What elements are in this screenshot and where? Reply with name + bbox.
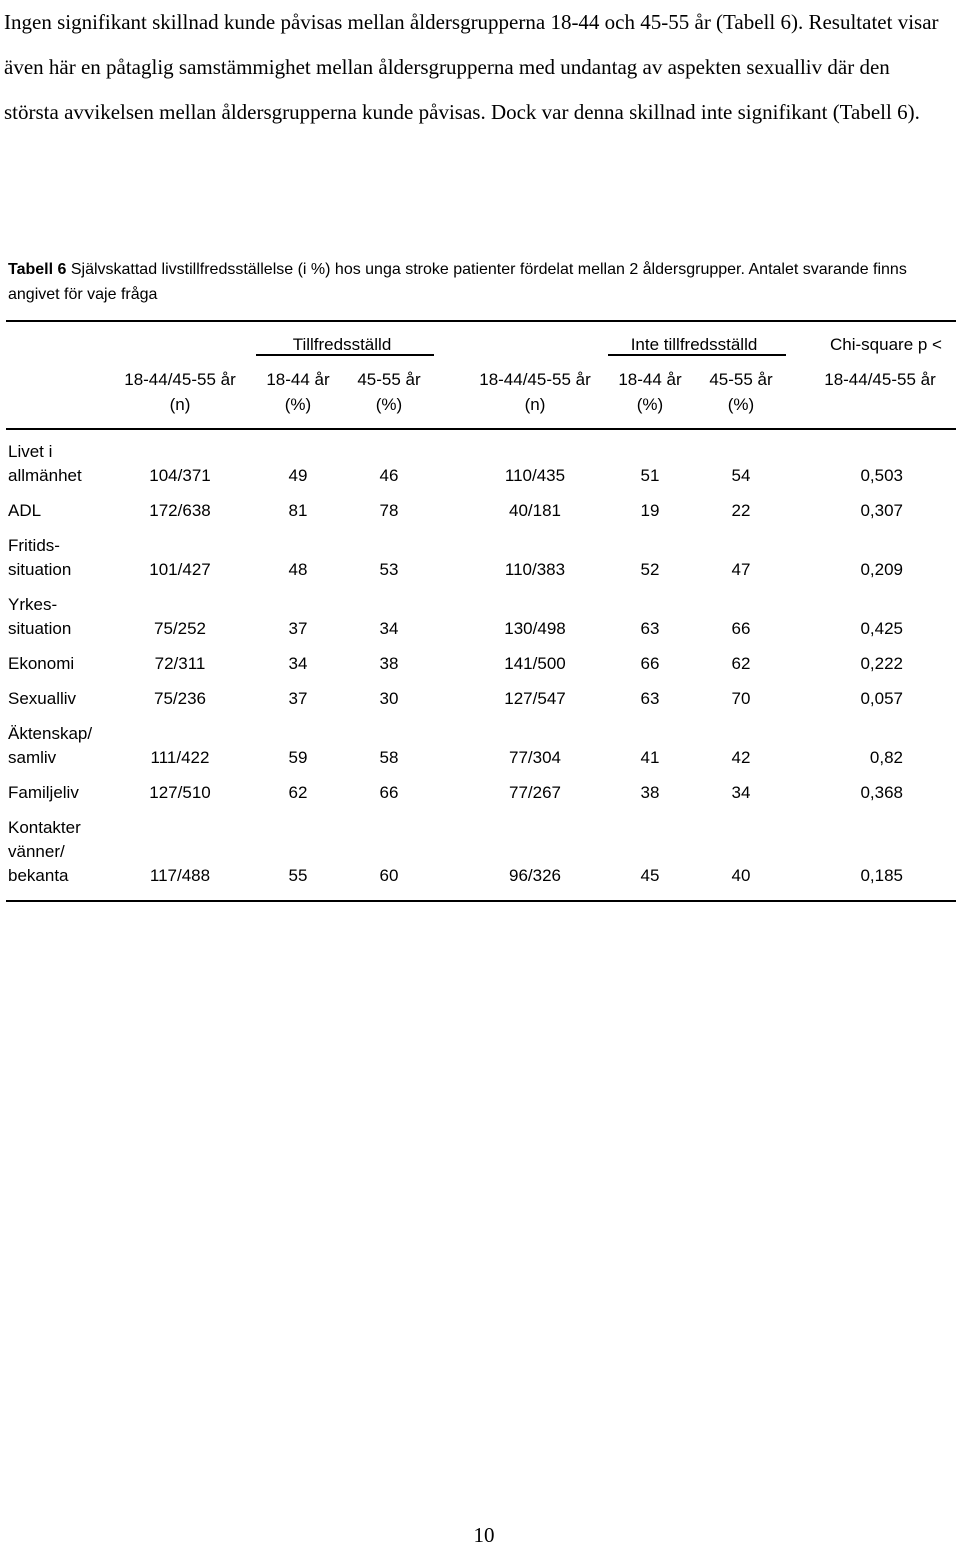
- table-cell: 75/236: [154, 689, 206, 708]
- table-cell: 53: [379, 560, 399, 579]
- table-cell: 40: [731, 866, 751, 885]
- sub-header-5-line2: (%): [636, 395, 664, 414]
- table-cell: 58: [379, 748, 399, 767]
- table-cell: 101/427: [149, 560, 211, 579]
- table-cell: 48: [288, 560, 308, 579]
- row-label: vänner/: [8, 842, 65, 861]
- sub-header-6-line2: (%): [727, 395, 755, 414]
- row-label: situation: [8, 619, 72, 638]
- sub-header-1-line2: (n): [169, 395, 191, 414]
- table-cell: 0,368: [860, 783, 903, 802]
- table-cell: 127/510: [149, 783, 211, 802]
- table-cell: 66: [731, 619, 751, 638]
- row-label: ADL: [8, 501, 42, 520]
- table-cell: 77/304: [509, 748, 561, 767]
- sub-header-3-line2: (%): [375, 395, 403, 414]
- table-cell: 0,222: [860, 654, 903, 673]
- row-label: Ekonomi: [8, 654, 75, 673]
- table-caption: [8, 257, 953, 307]
- table-cell: 0,057: [860, 689, 903, 708]
- sub-header-3-line1: 45-55 år: [357, 370, 421, 389]
- table-cell: 22: [731, 501, 751, 520]
- row-label: Kontakter: [8, 818, 81, 837]
- table-cell: 66: [640, 654, 660, 673]
- table-cell: 46: [379, 466, 399, 485]
- table-cell: 0,185: [860, 866, 903, 885]
- row-label: bekanta: [8, 866, 69, 885]
- sub-header-1-line1: 18-44/45-55 år: [124, 370, 236, 389]
- table-cell: 63: [640, 689, 660, 708]
- sub-header-2-line2: (%): [284, 395, 312, 414]
- table-cell: 111/422: [150, 748, 210, 767]
- table-cell: 110/383: [504, 560, 566, 579]
- table-cell: 49: [288, 466, 308, 485]
- group-header-chi: Chi-square p <: [830, 335, 942, 354]
- table-cell: 19: [640, 501, 660, 520]
- table-cell: 62: [731, 654, 751, 673]
- sub-header-2-line1: 18-44 år: [266, 370, 330, 389]
- row-label: Äktenskap/: [8, 724, 93, 743]
- table-cell: 72/311: [154, 654, 206, 673]
- table-cell: 70: [731, 689, 751, 708]
- row-label: Yrkes-: [8, 595, 58, 614]
- table-cell: 77/267: [509, 783, 561, 802]
- table-cell: 42: [731, 748, 751, 767]
- table-cell: 51: [640, 466, 660, 485]
- group-header-satisfied: Tillfredsställd: [292, 335, 392, 354]
- table-cell: 96/326: [509, 866, 561, 885]
- group-header-not-satisfied-underline: [608, 354, 786, 356]
- table-cell: 127/547: [504, 689, 566, 708]
- table-cell: 104/371: [149, 466, 211, 485]
- table-cell: 78: [379, 501, 399, 520]
- row-label: situation: [8, 560, 72, 579]
- row-label: Familjeliv: [8, 783, 79, 802]
- intro-paragraph: Ingen signifikant skillnad kunde påvisas mellan åldersgrupperna 18-44 och 45-55 år (Tabell 6). Resultatet visar även här en påtaglig samstämmighet mellan åldersgrupperna med undantag av aspekten sexualliv där den största avvikelsen mellan åldersgrupperna kunde påvisas. Dock var denna skillnad inte signifikant (Tabell 6).: [4, 10, 939, 124]
- table-top-rule: [6, 320, 956, 322]
- table-caption-label: Tabell 6: [8, 261, 67, 278]
- table-header-rule: [6, 428, 956, 430]
- table-cell: 30: [379, 689, 399, 708]
- table-cell: 60: [379, 866, 399, 885]
- table-cell: 34: [379, 619, 399, 638]
- table-cell: 55: [288, 866, 308, 885]
- table-cell: 37: [288, 619, 308, 638]
- table-caption-text: Självskattad livstillfredsställelse (i %) hos unga stroke patienter fördelat mellan 2 åldersgrupper. Antalet svarande finns angivet för vaje fråga: [8, 261, 907, 303]
- table-cell: 38: [379, 654, 399, 673]
- table-cell: 110/435: [504, 466, 566, 485]
- sub-header-6-line1: 45-55 år: [709, 370, 773, 389]
- row-label: samliv: [8, 748, 57, 767]
- sub-header-7-line1: 18-44/45-55 år: [824, 370, 936, 389]
- sub-header-5-line1: 18-44 år: [618, 370, 682, 389]
- table-cell: 172/638: [149, 501, 211, 520]
- table-cell: 41: [640, 748, 660, 767]
- table-cell: 117/488: [149, 866, 211, 885]
- table-cell: 81: [288, 501, 308, 520]
- row-label: Fritids-: [8, 536, 60, 555]
- table-cell: 52: [640, 560, 660, 579]
- table-cell: 59: [288, 748, 308, 767]
- group-header-satisfied-underline: [256, 354, 434, 356]
- table-cell: 0,307: [860, 501, 903, 520]
- table-bottom-rule: [6, 900, 956, 902]
- row-label: Sexualliv: [8, 689, 77, 708]
- row-label: Livet i: [8, 442, 53, 461]
- table-cell: 141/500: [504, 654, 566, 673]
- row-label: allmänhet: [8, 466, 82, 485]
- table-cell: 37: [288, 689, 308, 708]
- table-cell: 62: [288, 783, 308, 802]
- table-cell: 38: [640, 783, 660, 802]
- table-cell: 0,82: [869, 748, 903, 767]
- table-cell: 0,209: [860, 560, 903, 579]
- table-cell: 34: [731, 783, 751, 802]
- table-cell: 34: [288, 654, 308, 673]
- group-header-not-satisfied: Inte tillfredsställd: [630, 335, 758, 354]
- table-cell: 66: [379, 783, 399, 802]
- sub-header-4-line2: (n): [524, 395, 546, 414]
- table-cell: 40/181: [509, 501, 561, 520]
- table-cell: 63: [640, 619, 660, 638]
- sub-header-4-line1: 18-44/45-55 år: [479, 370, 591, 389]
- table-cell: 54: [731, 466, 751, 485]
- page-number: 10: [473, 1523, 495, 1547]
- table-cell: 0,425: [860, 619, 903, 638]
- table-cell: 45: [640, 866, 660, 885]
- table-cell: 130/498: [504, 619, 566, 638]
- table-cell: 47: [731, 560, 751, 579]
- table-cell: 75/252: [154, 619, 206, 638]
- table-cell: 0,503: [860, 466, 903, 485]
